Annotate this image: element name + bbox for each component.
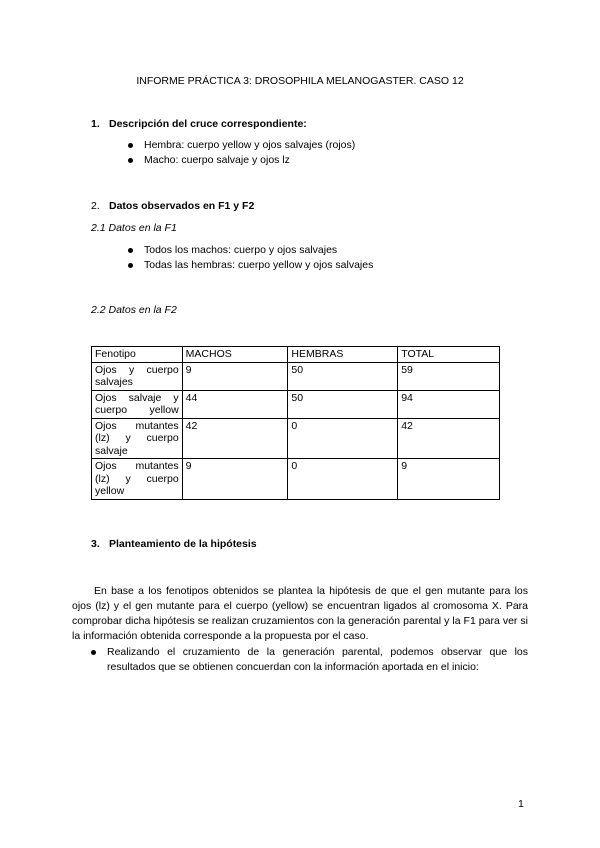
- f2-data-table: [91, 346, 500, 500]
- section-1-list: [126, 138, 355, 168]
- table-row: [92, 362, 500, 390]
- section-2-heading: [91, 200, 254, 212]
- table-row: [92, 418, 500, 459]
- document-title: INFORME PRÁCTICA 3: DROSOPHILA MELANOGASTER. CASO 12: [136, 75, 464, 87]
- list-item: Todos los machos: cuerpo y ojos salvajes: [126, 243, 373, 258]
- cell-machos: 44: [182, 390, 288, 418]
- section-2-list: [126, 243, 373, 273]
- section-1-title: Descripción del cruce correspondiente:: [109, 118, 307, 130]
- cell-hembras: 50: [288, 390, 398, 418]
- cell-phenotype: Ojos mutantes (lz) y cuerpo yellow: [92, 459, 183, 500]
- cell-phenotype: Ojos mutantes (lz) y cuerpo salvaje: [92, 418, 183, 459]
- cell-total: 9: [398, 459, 500, 500]
- cross-result-bullet: Realizando el cruzamiento de la generación parental, podemos observar que los resultados que se obtienen concuerdan con la información aportada en el inicio:: [107, 646, 528, 673]
- section-3-heading: [91, 538, 257, 550]
- page-number: 1: [518, 798, 524, 810]
- table-row: [92, 390, 500, 418]
- bullet-dot: [91, 650, 96, 655]
- section-2-title: Datos observados en F1 y F2: [109, 200, 255, 212]
- table-row: [92, 459, 500, 500]
- section-3-number: 3.: [91, 538, 100, 550]
- cell-total: 42: [398, 418, 500, 459]
- header-cell-total: TOTAL: [398, 347, 500, 363]
- cell-total: 94: [398, 390, 500, 418]
- subsection-2-1-title: 2.1 Datos en la F1: [91, 222, 177, 234]
- cell-hembras: 50: [288, 362, 398, 390]
- cell-hembras: 0: [288, 418, 398, 459]
- header-cell-fenotipo: Fenotipo: [92, 347, 183, 363]
- cell-machos: 9: [182, 362, 288, 390]
- list-item: Hembra: cuerpo yellow y ojos salvajes (rojos): [126, 138, 355, 153]
- section-1-heading: [91, 118, 307, 130]
- header-cell-machos: MACHOS: [182, 347, 288, 363]
- cell-machos: 42: [182, 418, 288, 459]
- subsection-2-2-title: 2.2 Datos en la F2: [91, 304, 177, 316]
- cell-phenotype: Ojos salvaje y cuerpo yellow: [92, 390, 183, 418]
- cell-machos: 9: [182, 459, 288, 500]
- cell-phenotype: Ojos y cuerpo salvajes: [92, 362, 183, 390]
- cell-hembras: 0: [288, 459, 398, 500]
- section-3-title: Planteamiento de la hipótesis: [109, 538, 257, 550]
- section-1-number: 1.: [91, 118, 100, 130]
- table-header-row: [92, 347, 500, 363]
- cell-total: 59: [398, 362, 500, 390]
- hypothesis-paragraph: En base a los fenotipos obtenidos se plantea la hipótesis de que el gen mutante para los ojos (lz) y el gen mutante para el cuerpo (yellow) se encuentran ligados al cromosoma X. Para comprobar dicha hipótesis se realizan cruzamientos con la generación parental y la F1 para ver si la información obtenida corresponde a la propuesta por el caso.: [72, 585, 528, 642]
- list-item: Macho: cuerpo salvaje y ojos lz: [126, 153, 355, 168]
- list-item: Todas las hembras: cuerpo yellow y ojos salvajes: [126, 258, 373, 273]
- section-2-number: 2.: [91, 200, 100, 212]
- header-cell-hembras: HEMBRAS: [288, 347, 398, 363]
